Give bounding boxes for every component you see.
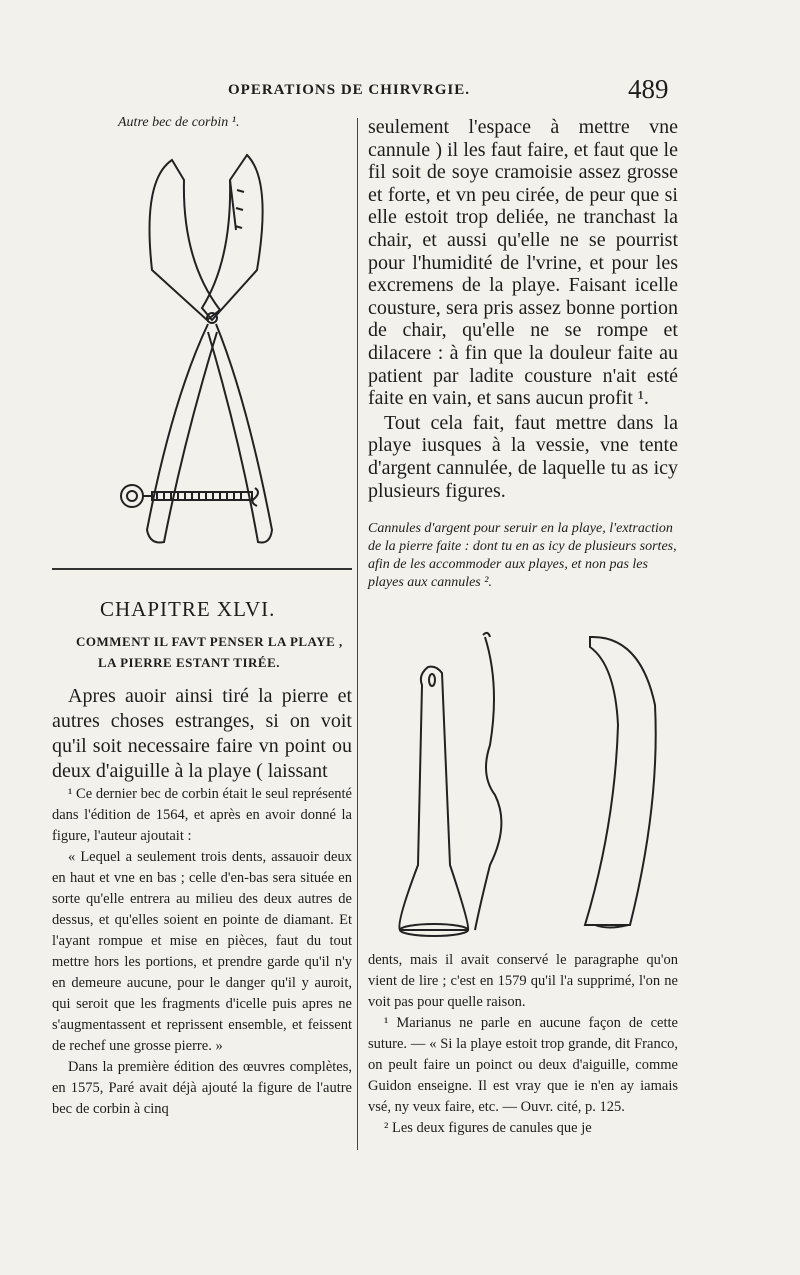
running-title: OPERATIONS DE CHIRVRGIE. — [228, 82, 470, 98]
cannula-illustration-icon — [390, 625, 690, 945]
footnote-continued: dents, mais il avait conservé le paragraphe qu'on vient de lire ; c'est en 1579 qu'il l'a supprimé, l'on ne voit pas pour quelle raison. — [368, 952, 678, 1010]
footnote-continued: Dans la première édition des œuvres complètes, en 1575, Paré avait déjà ajouté la figure de l'autre bec de corbin à cinq — [52, 1059, 352, 1117]
footnote: ² Les deux figures de canules que je — [384, 1120, 592, 1136]
column-divider — [357, 118, 358, 1150]
chapter-subtitle-1: COMMENT IL FAVT PENSER LA PLAYE , — [76, 634, 343, 649]
chapter-body-text: Apres auoir ainsi tiré la pierre et autres choses estranges, si on voit qu'il soit necessaire faire vn point ou deux d'aiguille à la playe ( laissant — [52, 685, 352, 782]
paragraph: seulement l'espace à mettre vne cannule ) il les faut faire, et faut que le fil soit de soye cramoisie assez grosse et forte, et vn peu cirée, de peur que si elle estoit trop deliée, ne tranchast la chair, et aussi qu'elle ne se pourrist pour l'humidité de l'vrine, et pour les excremens de la playe. Faisant icelle cousture, sera pris assez bonne portion de chair, qu'elle ne se rompe et dilacere : à fin que la douleur faite au patient par ladite cousture n'ait esté faite en vain, et sans aucun profit ¹. — [368, 116, 678, 410]
figure1-caption: Autre bec de corbin ¹. — [118, 115, 240, 130]
left-footnotes — [52, 784, 352, 1120]
forceps-illustration-icon — [112, 140, 292, 560]
footnote: ¹ Ce dernier bec de corbin était le seul représenté dans l'édition de 1564, et après en avoir donné la figure, l'auteur ajoutait : — [52, 786, 352, 844]
chapter-title: CHAPITRE XLVI. — [100, 597, 276, 621]
figure2-caption: Cannules d'argent pour seruir en la playe, l'extraction de la pierre faite : dont tu en as icy de plusieurs sortes, afin de les accommoder aux playes, et non pas les playes aux cannules ². — [368, 521, 677, 590]
chapter-subtitle-2: LA PIERRE ESTANT TIRÉE. — [98, 655, 281, 670]
section-rule — [52, 568, 352, 570]
right-main-text — [368, 116, 678, 502]
right-footnotes — [368, 950, 678, 1139]
footnote: ¹ Marianus ne parle en aucune façon de cette suture. — « Si la playe estoit trop grande, dit Franco, on peult faire un poinct ou deux d'aiguille, comme Guidon enseigne. Il est vray que ie n'en ay iamais vsé, ny veux faire, etc. — Ouvr. cité, p. 125. — [368, 1015, 678, 1115]
footnote-quote: « Lequel a seulement trois dents, assauoir deux en haut et vne en bas ; celle d'en-bas sera située en sorte qu'elle entrera au milieu des deux autres de dessus, et qu'elles soient en pointe de diamant. Et l'ayant rompue et mise en pièces, faut du tout mettre hors les portions, et prendre garde qu'il n'y en demeure aucune, pour le danger qu'il y auroit, qui seroit que les fragments d'icelle puis apres ne s'augmentassent et reprissent ensemble, et feissent de rechef une grosse pierre. » — [52, 849, 352, 1054]
page-number: 489 — [628, 74, 669, 104]
paragraph: Tout cela fait, faut mettre dans la playe iusques à la vessie, vne tente d'argent cannulée, de laquelle tu as icy plusieurs figures. — [368, 411, 678, 502]
